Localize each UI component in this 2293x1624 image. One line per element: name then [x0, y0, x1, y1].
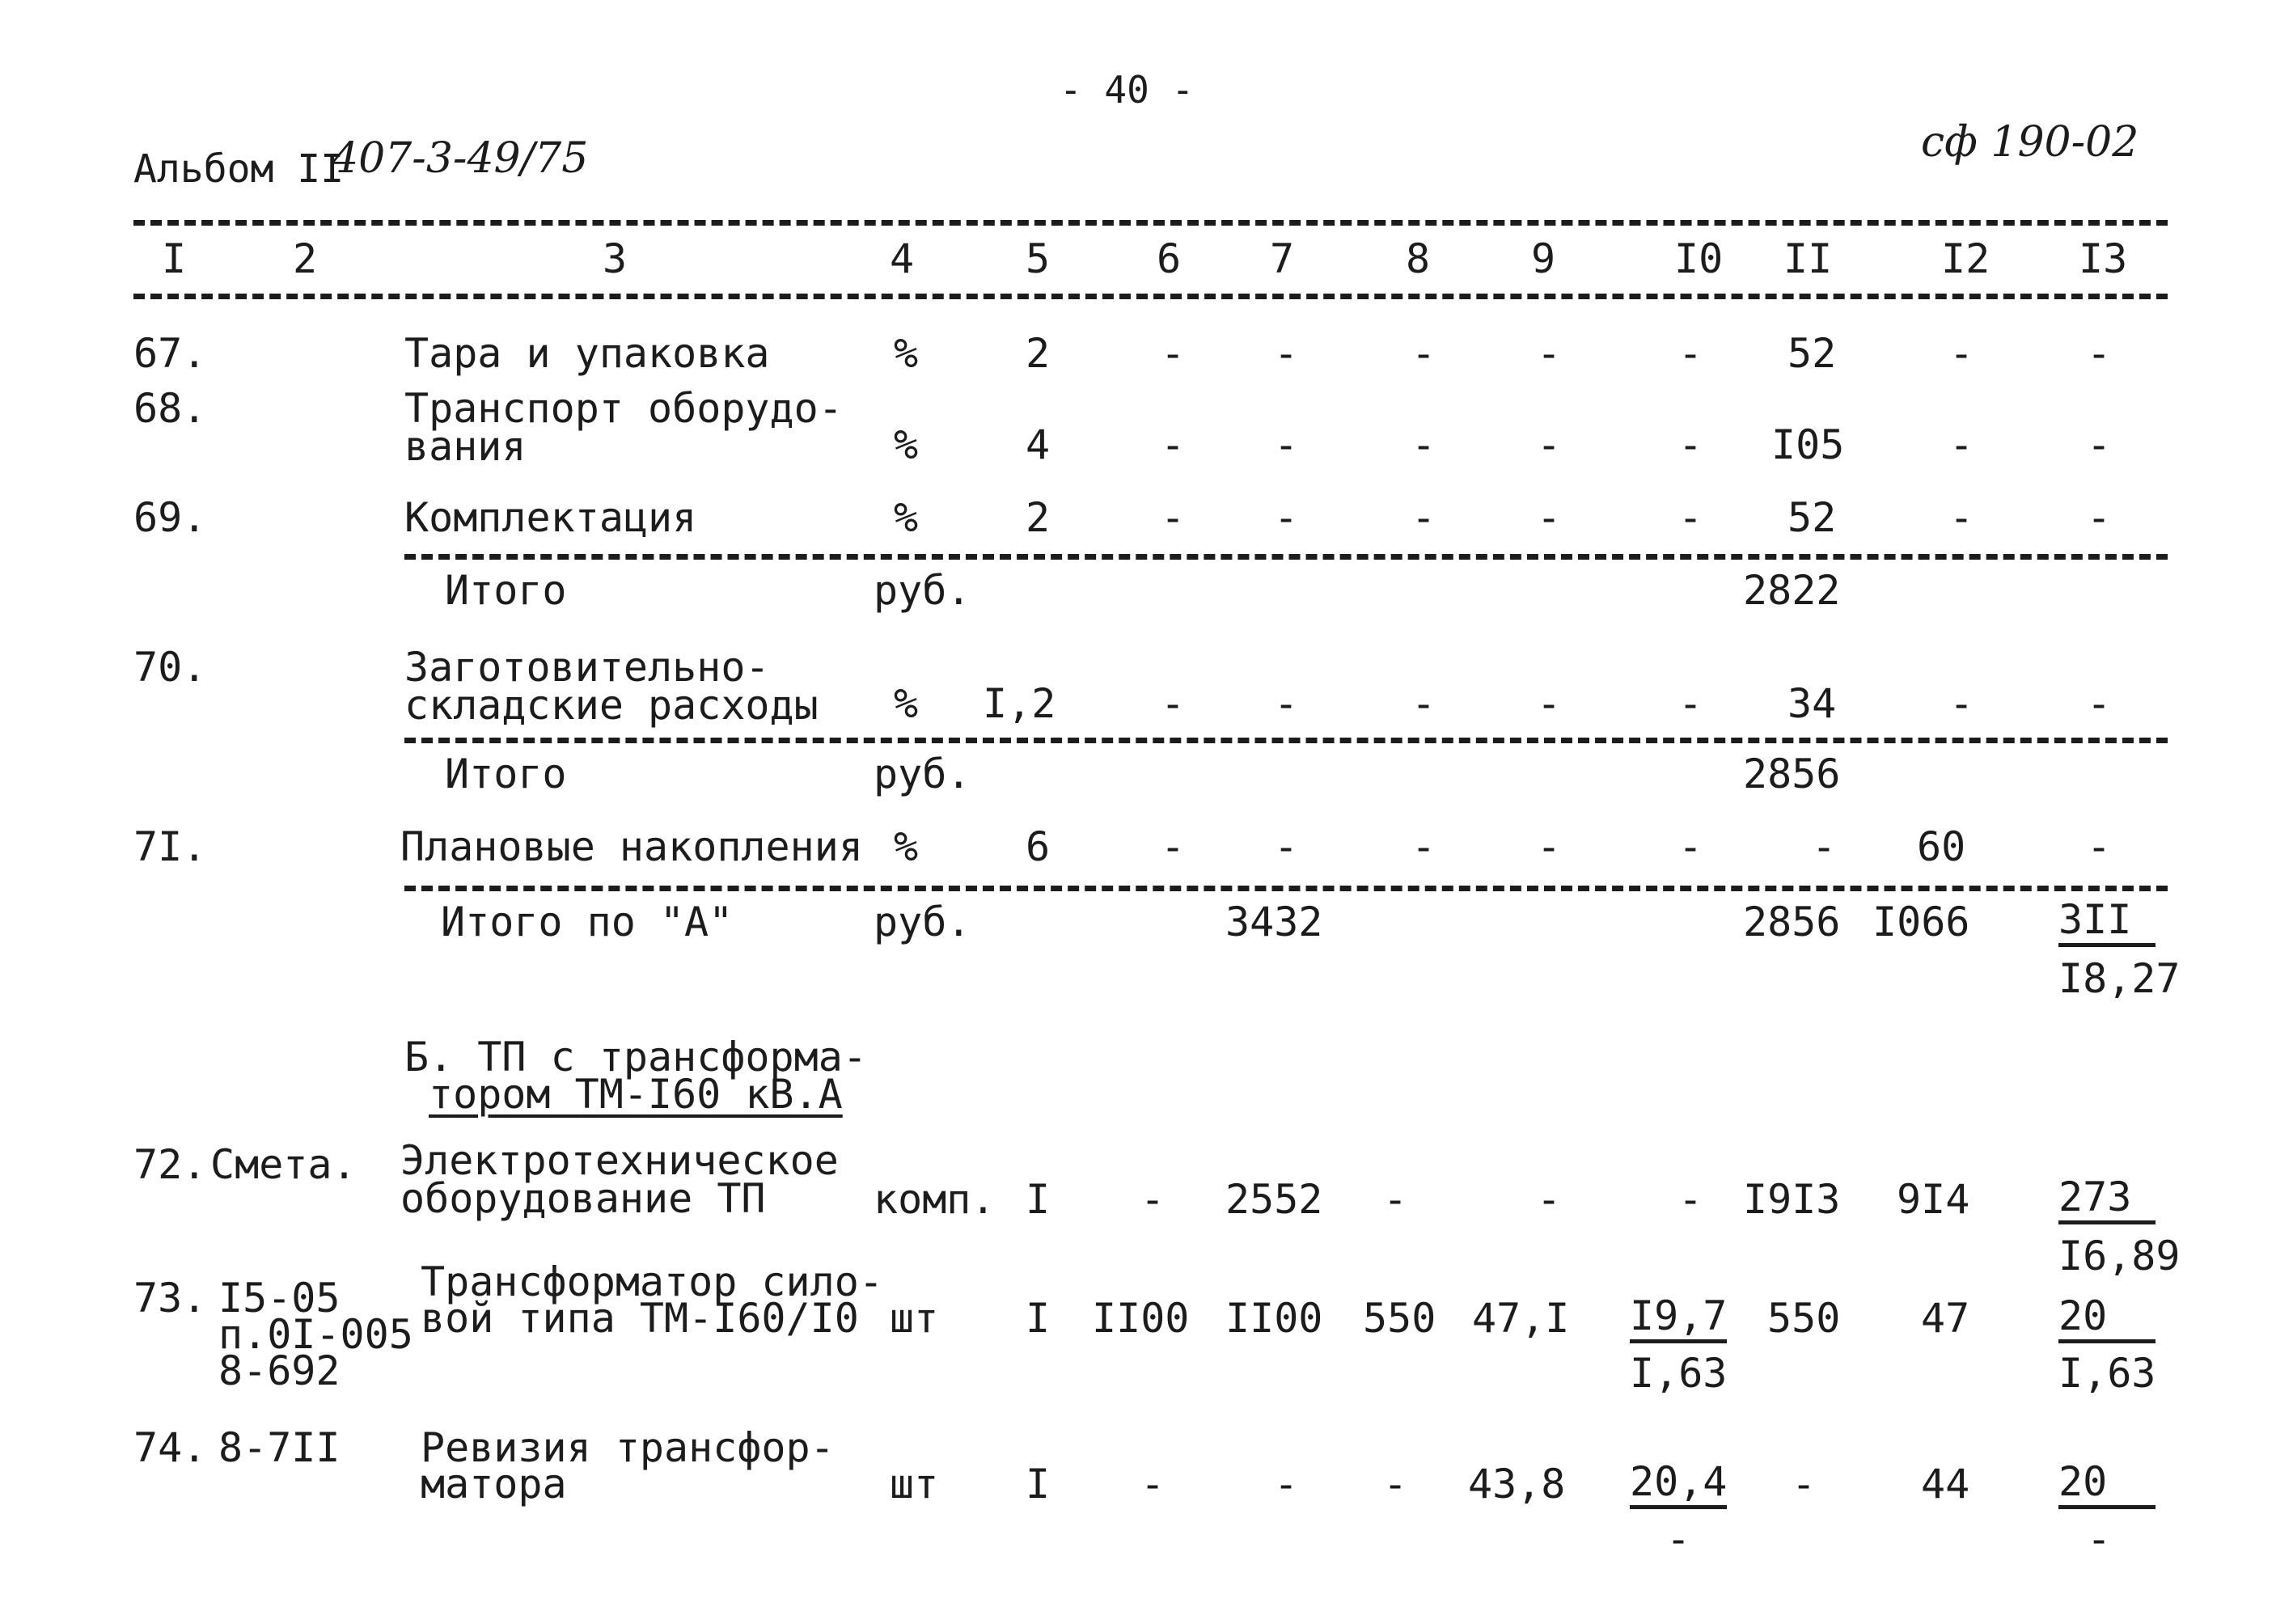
row-qty: 4	[1026, 421, 1051, 468]
row-unit: %	[894, 823, 919, 870]
row-col10-bottom: -	[1666, 1516, 1691, 1563]
subtotal-rule	[404, 886, 2168, 891]
col-header-6: 6	[1157, 235, 1182, 282]
row-col10: -	[1678, 421, 1703, 468]
col-header-10: I0	[1674, 235, 1724, 282]
row-col6: -	[1161, 330, 1186, 377]
row-col11: -	[1792, 1461, 1817, 1508]
row-number: 72.	[133, 1141, 207, 1188]
row-col13-top: 20	[2058, 1296, 2156, 1343]
row-qty: I	[1026, 1461, 1051, 1508]
subtotal-rule	[404, 738, 2168, 743]
subtotal-label: Итого	[445, 567, 567, 614]
subtotal-rule	[404, 554, 2168, 560]
album-label: Альбом II	[133, 146, 345, 192]
row-unit: %	[894, 421, 919, 468]
row-col13-bottom: -	[2087, 1516, 2112, 1563]
row-col11: I05	[1771, 421, 1845, 468]
row-col11: 34	[1787, 680, 1837, 727]
col-header-1: I	[162, 235, 187, 282]
row-col13: -	[2087, 680, 2112, 727]
col-header-3: 3	[603, 235, 628, 282]
row-col12: -	[1949, 680, 1974, 727]
row-col8: -	[1383, 1461, 1408, 1508]
row-col13-top: 20	[2058, 1461, 2156, 1509]
row-col7: 2552	[1225, 1176, 1323, 1223]
row-col10: -	[1678, 823, 1703, 870]
row-col13: -	[2087, 421, 2112, 468]
row-col10: -	[1678, 680, 1703, 727]
row-col6: -	[1161, 680, 1186, 727]
row-name-line2: вой типа ТМ-I60/I0	[421, 1295, 859, 1342]
row-col11: I9I3	[1743, 1176, 1841, 1223]
row-col12: 47	[1921, 1295, 1970, 1342]
row-col9: -	[1537, 421, 1562, 468]
row-col12: 60	[1917, 823, 1966, 870]
row-number: 70.	[133, 644, 207, 691]
subtotal-unit: руб.	[874, 567, 971, 614]
row-name-line2: вания	[404, 423, 527, 470]
row-col7: -	[1274, 680, 1299, 727]
total-a-col13-top: 3II	[2058, 899, 2156, 947]
row-col13-top: 273	[2058, 1177, 2156, 1224]
row-unit: %	[894, 680, 919, 727]
row-qty: I	[1026, 1176, 1051, 1223]
row-col9: -	[1537, 330, 1562, 377]
col-header-2: 2	[293, 235, 318, 282]
col-header-9: 9	[1531, 235, 1556, 282]
row-number: 67.	[133, 330, 207, 377]
header-bottom-rule	[133, 294, 2168, 299]
row-col10-bottom: I,63	[1630, 1350, 1728, 1397]
row-col12: -	[1949, 421, 1974, 468]
row-col8: 550	[1363, 1295, 1436, 1342]
row-reference: Смета.	[210, 1141, 357, 1188]
row-reference-line3: 8-692	[218, 1347, 341, 1394]
total-a-col13-bottom: I8,27	[2058, 955, 2181, 1002]
row-number: 68.	[133, 385, 207, 432]
row-qty: I	[1026, 1295, 1051, 1342]
subtotal-label: Итого	[445, 751, 567, 797]
row-unit: шт	[890, 1295, 939, 1342]
row-name-line1: Электротехническое	[400, 1137, 839, 1184]
row-qty: 2	[1026, 330, 1051, 377]
row-col11: 52	[1787, 494, 1837, 541]
row-number: 7I.	[133, 823, 207, 870]
row-col11: 52	[1787, 330, 1837, 377]
subtotal-col11: 2856	[1743, 751, 1841, 797]
row-reference-line1: I5-05	[218, 1275, 341, 1322]
row-unit: %	[894, 494, 919, 541]
section-heading-line2: тором ТМ-I60 кВ.А	[429, 1071, 843, 1118]
row-col6: -	[1140, 1176, 1166, 1223]
row-unit: шт	[890, 1461, 939, 1508]
col-header-12: I2	[1941, 235, 1991, 282]
row-name-line2: оборудование ТП	[400, 1175, 766, 1222]
row-reference: 8-7II	[218, 1424, 341, 1471]
row-reference-line2: п.0I-005	[218, 1311, 413, 1358]
row-col11: -	[1812, 823, 1837, 870]
row-col8: -	[1411, 330, 1436, 377]
row-qty: I,2	[983, 680, 1056, 727]
total-a-col12: I066	[1872, 899, 1970, 945]
row-name: Тара и упаковка	[404, 330, 770, 377]
row-col9: 43,8	[1468, 1461, 1566, 1508]
row-col9: 47,I	[1472, 1295, 1570, 1342]
col-header-13: I3	[2079, 235, 2128, 282]
row-col10-top: 20,4	[1630, 1461, 1727, 1509]
total-a-unit: руб.	[874, 899, 971, 945]
col-header-5: 5	[1026, 235, 1051, 282]
row-col12: -	[1949, 330, 1974, 377]
total-a-col11: 2856	[1743, 899, 1841, 945]
row-col8: -	[1411, 680, 1436, 727]
row-col13: -	[2087, 494, 2112, 541]
page-number: - 40 -	[1060, 68, 1195, 112]
row-name-line2: матора	[421, 1461, 567, 1508]
row-col8: -	[1411, 823, 1436, 870]
row-name-line1: Трансформатор сило-	[421, 1258, 883, 1305]
row-qty: 2	[1026, 494, 1051, 541]
row-col13-bottom: I,63	[2058, 1350, 2156, 1397]
row-col10-top: I9,7	[1630, 1296, 1727, 1343]
row-col7: -	[1274, 421, 1299, 468]
total-a-label: Итого по "А"	[441, 899, 734, 945]
row-number: 74.	[133, 1424, 207, 1471]
row-col9: -	[1537, 823, 1562, 870]
row-col10: -	[1678, 494, 1703, 541]
col-header-4: 4	[890, 235, 915, 282]
row-name: Комплектация	[404, 494, 697, 541]
row-col7: -	[1274, 823, 1299, 870]
row-col11: 550	[1767, 1295, 1841, 1342]
row-col7: II00	[1225, 1295, 1323, 1342]
row-number: 73.	[133, 1275, 207, 1322]
row-col7: -	[1274, 494, 1299, 541]
row-col8: -	[1411, 421, 1436, 468]
row-col9: -	[1537, 680, 1562, 727]
row-col13-bottom: I6,89	[2058, 1233, 2181, 1279]
row-col10: -	[1678, 330, 1703, 377]
row-name-line1: Ревизия трансфор-	[421, 1424, 835, 1471]
row-qty: 6	[1026, 823, 1051, 870]
row-unit: %	[894, 330, 919, 377]
row-name: Плановые накопления	[400, 823, 863, 870]
album-code: 407-3-49/75	[332, 134, 589, 183]
row-name-line1: Транспорт оборудо-	[404, 385, 843, 432]
row-col12: 9I4	[1897, 1176, 1970, 1223]
row-name-line1: Заготовительно-	[404, 644, 770, 691]
row-col10: -	[1678, 1176, 1703, 1223]
row-col6: -	[1161, 494, 1186, 541]
row-col13: -	[2087, 330, 2112, 377]
row-col6: -	[1140, 1461, 1166, 1508]
row-col12: 44	[1921, 1461, 1970, 1508]
row-col9: -	[1537, 1176, 1562, 1223]
col-header-11: II	[1783, 235, 1833, 282]
col-header-8: 8	[1406, 235, 1431, 282]
subtotal-col11: 2822	[1743, 567, 1841, 614]
subtotal-unit: руб.	[874, 751, 971, 797]
col-header-7: 7	[1270, 235, 1295, 282]
row-col7: -	[1274, 330, 1299, 377]
row-col9: -	[1537, 494, 1562, 541]
row-col8: -	[1411, 494, 1436, 541]
row-col12: -	[1949, 494, 1974, 541]
row-col8: -	[1383, 1176, 1408, 1223]
total-a-col7: 3432	[1225, 899, 1323, 945]
section-heading-line1: Б. ТП с трансформа-	[404, 1034, 867, 1081]
stamp: сф 190-02	[1921, 118, 2139, 167]
row-col6: II00	[1092, 1295, 1190, 1342]
row-col13: -	[2087, 823, 2112, 870]
row-col6: -	[1161, 421, 1186, 468]
row-name-line2: складские расходы	[404, 682, 819, 729]
row-number: 69.	[133, 494, 207, 541]
row-col7: -	[1274, 1461, 1299, 1508]
row-unit: комп.	[874, 1176, 996, 1223]
row-col6: -	[1161, 823, 1186, 870]
header-top-rule	[133, 220, 2168, 226]
